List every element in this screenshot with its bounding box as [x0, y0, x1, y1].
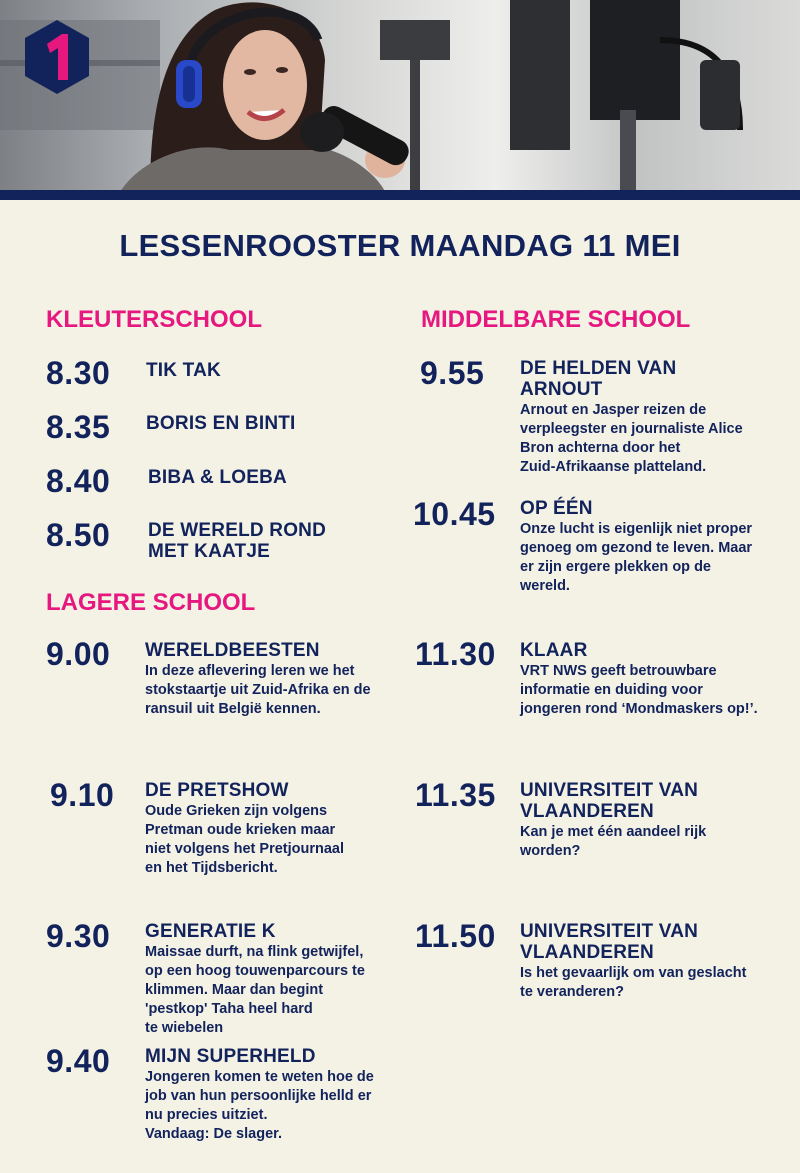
list-item — [145, 921, 395, 1038]
time-1150: 11.50 — [415, 918, 496, 954]
program-description: Is het gevaarlijk om van geslacht te veranderen? — [520, 965, 747, 1000]
program-description: Arnout en Jasper reizen de verpleegster en journaliste Alice Bron achterna door het Zuid-Afrikaanse platteland. — [520, 402, 743, 475]
list-item — [520, 498, 790, 596]
list-item — [145, 1046, 405, 1144]
heading-kleuterschool: KLEUTERSCHOOL — [46, 306, 262, 333]
page-title: LESSENROOSTER MAANDAG 11 MEI — [119, 228, 681, 263]
time-830: 8.30 — [46, 355, 111, 391]
program-title: UNIVERSITEIT VAN VLAANDEREN — [520, 780, 699, 822]
program-title: DE WERELD ROND MET KAATJE — [148, 520, 327, 562]
program-title: KLAAR — [520, 640, 588, 661]
time-940: 9.40 — [46, 1043, 111, 1079]
een-logo-icon — [22, 18, 92, 96]
time-910: 9.10 — [50, 777, 115, 813]
program-description: Jongeren komen te weten hoe de job van hun persoonlijke helld er nu precies uitziet. Vandaag: De slager. — [145, 1069, 374, 1142]
program-title: GENERATIE K — [145, 921, 276, 942]
hero-divider — [0, 190, 800, 200]
time-1045: 10.45 — [413, 496, 496, 532]
time-835: 8.35 — [46, 409, 111, 445]
program-description: Kan je met één aandeel rijk worden? — [520, 824, 707, 859]
list-item — [146, 360, 221, 381]
time-1130: 11.30 — [415, 636, 496, 672]
time-1135: 11.35 — [415, 777, 496, 813]
hero-image — [0, 0, 800, 192]
program-title: DE PRETSHOW — [145, 780, 289, 801]
list-item — [145, 640, 395, 719]
list-item — [146, 413, 296, 434]
program-title: WERELDBEESTEN — [145, 640, 320, 661]
time-930: 9.30 — [46, 918, 111, 954]
program-description: Onze lucht is eigenlijk niet proper genoeg om gezond te leven. Maar er zijn ergere plekken op de wereld. — [520, 521, 753, 594]
time-955: 9.55 — [420, 355, 485, 391]
list-item — [148, 467, 287, 488]
program-description: Maissae durft, na flink getwijfel, op een hoog touwenparcours te klimmen. Maar dan begint 'pestkop' Taha heel hard te wiebelen — [145, 944, 365, 1036]
program-title: OP ÉÉN — [520, 498, 593, 519]
time-900: 9.00 — [46, 636, 111, 672]
heading-lagere-school: LAGERE SCHOOL — [46, 589, 256, 616]
heading-middelbare-school: MIDDELBARE SCHOOL — [421, 306, 691, 333]
program-description: In deze aflevering leren we het stokstaartje uit Zuid-Afrika en de ransuil uit België kennen. — [145, 663, 371, 717]
studio-photo-illustration — [0, 0, 800, 192]
list-item — [520, 921, 790, 1002]
list-item — [520, 358, 785, 477]
program-title: MIJN SUPERHELD — [145, 1046, 316, 1067]
time-840: 8.40 — [46, 463, 111, 499]
program-title: UNIVERSITEIT VAN VLAANDEREN — [520, 921, 699, 963]
program-title: BORIS EN BINTI — [146, 413, 296, 434]
list-item — [145, 780, 395, 878]
program-description: VRT NWS geeft betrouwbare informatie en duiding voor jongeren rond ‘Mondmaskers op!’. — [520, 663, 758, 717]
list-item — [148, 520, 326, 562]
time-850: 8.50 — [46, 517, 111, 553]
program-title: TIK TAK — [146, 360, 221, 381]
program-title: BIBA & LOEBA — [148, 467, 287, 488]
program-description: Oude Grieken zijn volgens Pretman oude krieken maar niet volgens het Pretjournaal en het Tijdsbericht. — [145, 803, 345, 876]
een-logo[interactable] — [22, 18, 92, 96]
list-item — [520, 640, 790, 719]
list-item — [520, 780, 790, 861]
program-title: DE HELDEN VAN ARNOUT — [520, 358, 677, 400]
